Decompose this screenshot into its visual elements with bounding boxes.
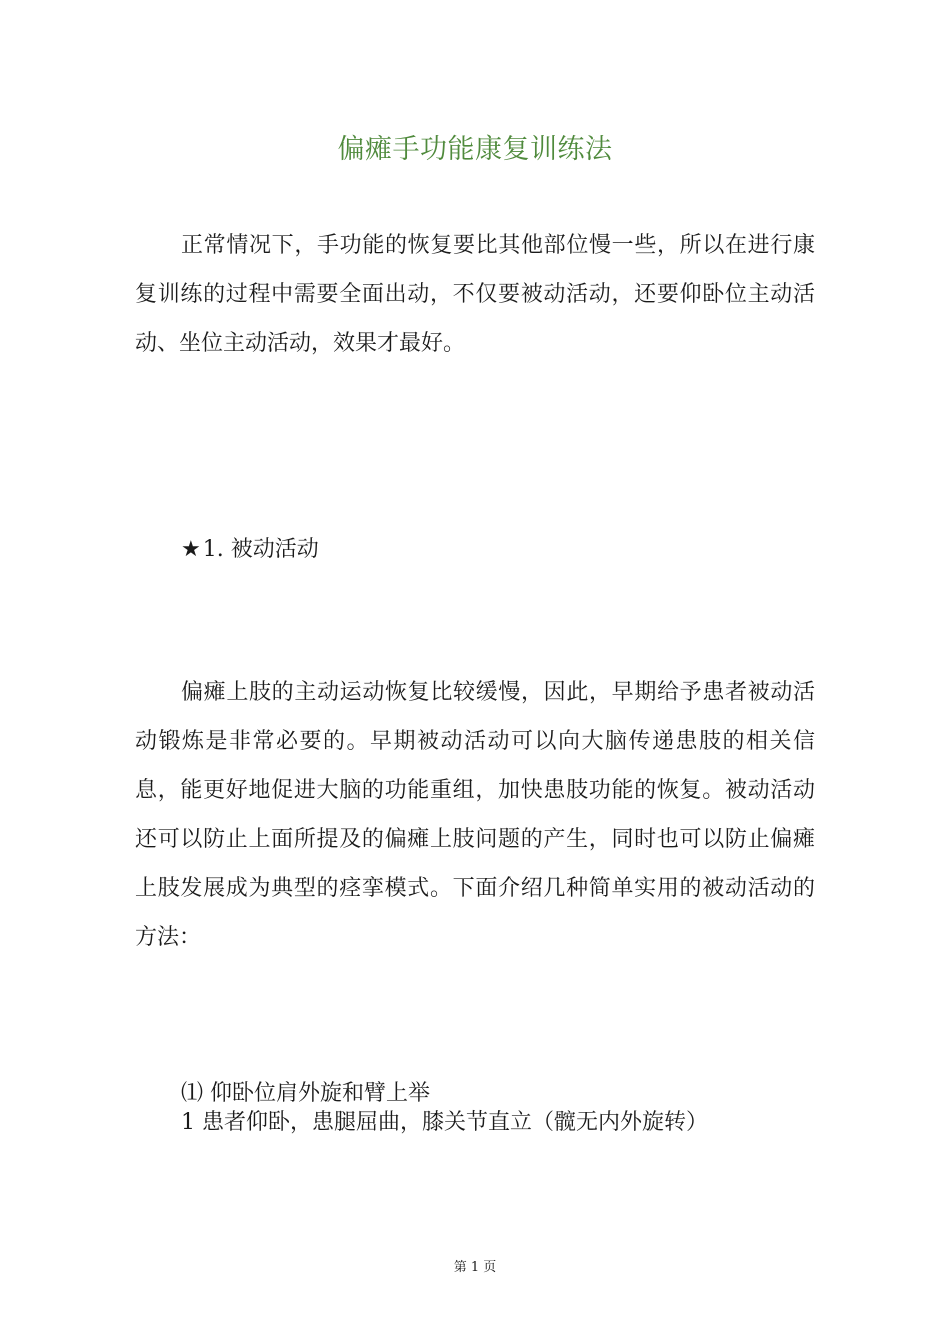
star-icon: ★ (181, 537, 201, 562)
section-paragraph: 偏瘫上肢的主动运动恢复比较缓慢，因此，早期给予患者被动活动锻炼是非常必要的。早期被动活动可以向大脑传递患肢的相关信息，能更好地促进大脑的功能重组，加快患肢功能的恢复。被动活动还可以防止上面所提及的偏瘫上肢问题的产生，同时也可以防止偏瘫上肢发展成为典型的痉挛模式。下面介绍几种简单实用的被动活动的方法： (135, 680, 815, 950)
intro-paragraph: 正常情况下，手功能的恢复要比其他部位慢一些，所以在进行康复训练的过程中需要全面出动，不仅要被动活动，还要仰卧位主动活动、坐位主动活动，效果才最好。 (135, 233, 815, 356)
section-heading (181, 530, 319, 570)
page-number-footer: 第 1 页 (453, 1260, 497, 1275)
subitem-title: ⑴ 仰卧位肩外旋和臂上举 (181, 1081, 430, 1106)
section-heading-text: 1. 被动活动 (202, 537, 319, 562)
document-title: 偏瘫手功能康复训练法 (337, 134, 613, 165)
subitem-step: 1 患者仰卧，患腿屈曲，膝关节直立（髋无内外旋转） (181, 1110, 708, 1135)
